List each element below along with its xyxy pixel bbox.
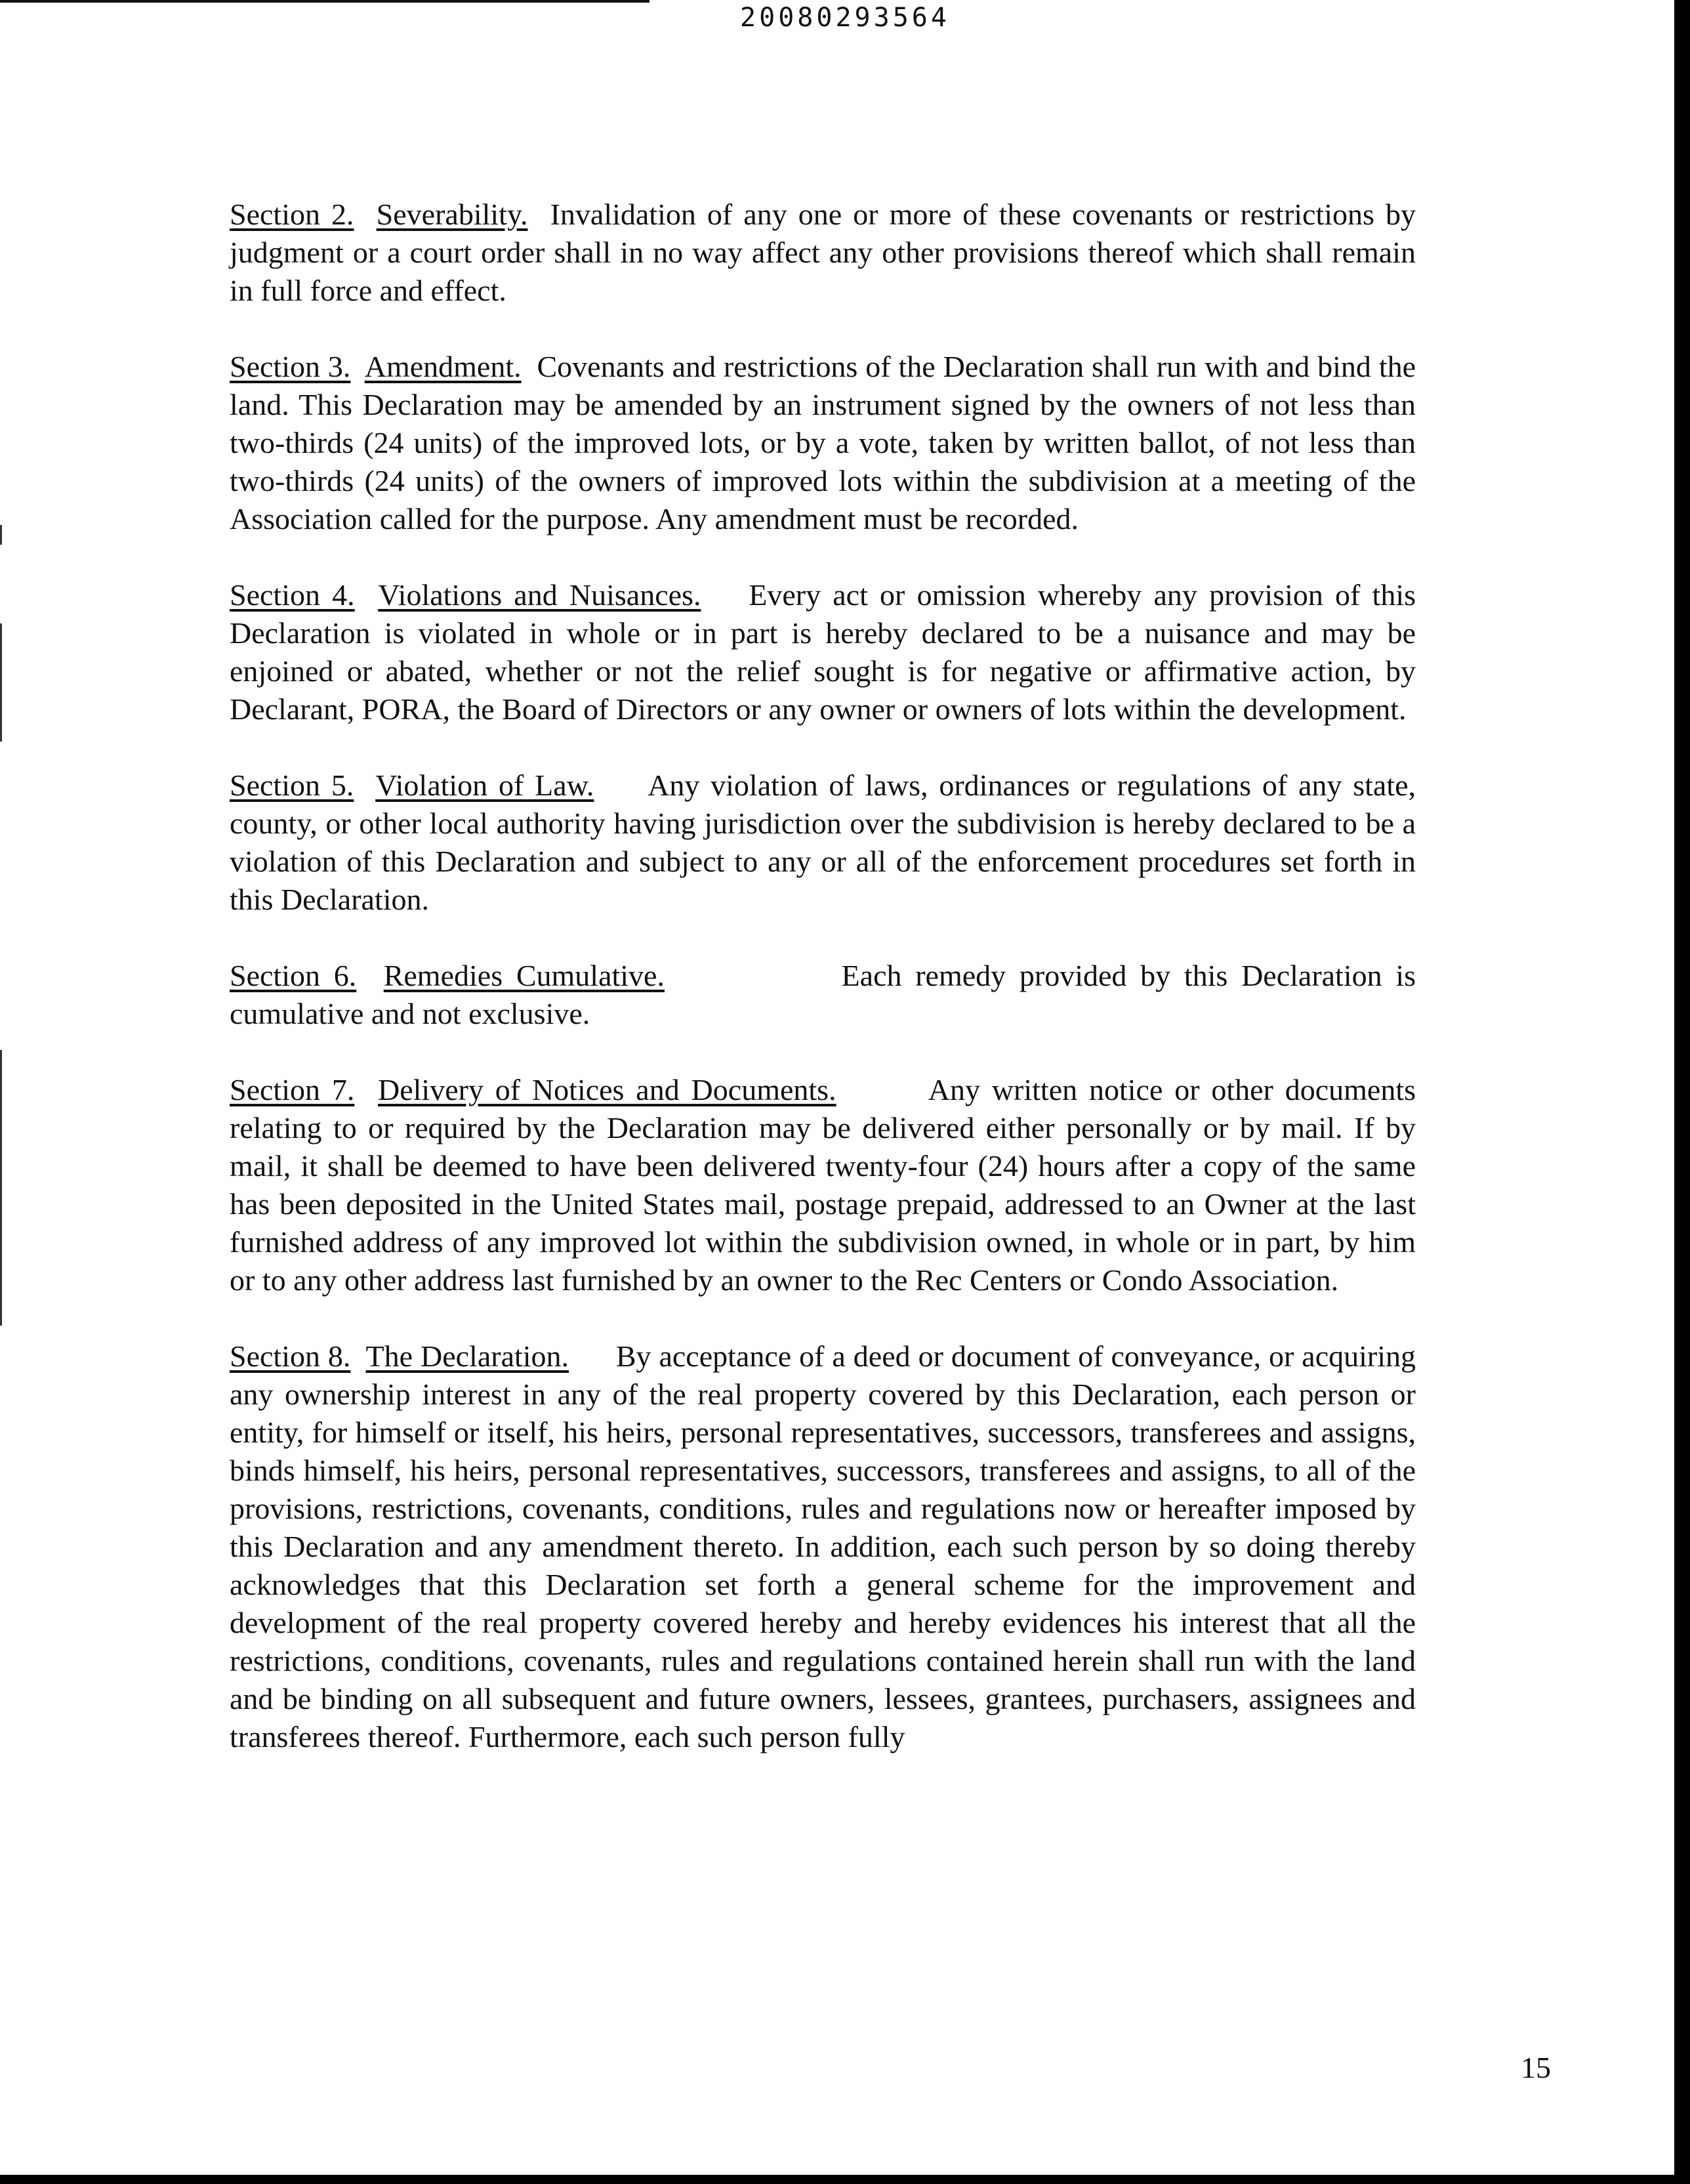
section-number: Section 6.: [230, 959, 357, 992]
section-8: [230, 1337, 1416, 1756]
scan-right-border: [1674, 0, 1690, 2184]
section-number: Section 4.: [230, 578, 355, 612]
section-number: Section 8.: [230, 1339, 351, 1373]
scan-edge-mark: [0, 1050, 2, 1326]
section-number: Section 7.: [230, 1073, 355, 1106]
section-title: Violations and Nuisances.: [378, 578, 701, 612]
section-number: Section 5.: [230, 768, 354, 802]
section-title: Amendment.: [364, 350, 522, 383]
section-text: Any written notice or other documents relating to or required by the Declaration may be delivered either personally or by mail. If by mail, it shall be deemed to have been delivered twenty-four (24) hours after a copy of the same has been deposited in the United States mail, postage prepaid, addressed to an Owner at the last furnished address of any improved lot within the subdivision owned, in whole or in part, by him or to any other address last furnished by an owner to the Rec Centers or Condo Association.: [230, 1073, 1416, 1297]
section-title: Remedies Cumulative.: [383, 959, 665, 992]
document-body: [230, 196, 1416, 1794]
page-number: 15: [1521, 2051, 1551, 2084]
section-title: Severability.: [376, 198, 528, 231]
section-title: The Declaration.: [365, 1339, 569, 1373]
scan-edge-mark: [0, 623, 2, 742]
section-number: Section 3.: [230, 350, 351, 383]
section-text: Any violation of laws, ordinances or regulations of any state, county, or other local authority having jurisdiction over the subdivision is hereby declared to be a violation of this Declaration and subject to any or all of the enforcement procedures set forth in this Declaration.: [230, 768, 1416, 916]
section-number: Section 2.: [230, 198, 354, 231]
section-5: [230, 766, 1416, 919]
section-text: By acceptance of a deed or document of conveyance, or acquiring any ownership interest in any of the real property covered by this Declaration, each person or entity, for himself or itself, his heirs, personal representatives, successors, transferees and assigns, binds himself, his heirs, personal representatives, successors, transferees and assigns, to all of the provisions, restrictions, covenants, conditions, rules and regulations now or hereafter imposed by this Declaration and any amendment thereto. In addition, each such person by so doing thereby acknowledges that this Declaration set forth a general scheme for the improvement and development of the real property covered hereby and hereby evidences his interest that all the restrictions, conditions, covenants, rules and regulations contained herein shall run with the land and be binding on all subsequent and future owners, lessees, grantees, purchasers, assignees and transferees thereof. Furthermore, each such person fully: [230, 1339, 1416, 1754]
section-6: [230, 957, 1416, 1033]
section-title: Violation of Law.: [375, 768, 594, 802]
section-title: Delivery of Notices and Documents.: [378, 1073, 836, 1106]
section-text: Invalidation of any one or more of these covenants or restrictions by judgment or a court order shall in no way affect any other provisions thereof which shall remain in full force and effect.: [230, 198, 1416, 307]
document-number: 20080293564: [740, 3, 950, 33]
section-3: [230, 348, 1416, 538]
section-text: Each remedy provided by this Declaration is cumulative and not exclusive.: [230, 959, 1416, 1030]
scan-bottom-border: [0, 2175, 1690, 2184]
section-text: Covenants and restrictions of the Declaration shall run with and bind the land. This Declaration may be amended by an instrument signed by the owners of not less than two-thirds (24 units) of the improved lots, or by a vote, taken by written ballot, of not less than two-thirds (24 units) of the owners of improved lots within the subdivision at a meeting of the Association called for the purpose. Any amendment must be recorded.: [230, 350, 1416, 536]
section-text: Every act or omission whereby any provision of this Declaration is violated in whole or in part is hereby declared to be a nuisance and may be enjoined or abated, whether or not the relief sought is for negative or affirmative action, by Declarant, PORA, the Board of Directors or any owner or owners of lots within the development.: [230, 578, 1416, 726]
scan-edge-mark: [0, 525, 2, 545]
section-2: [230, 196, 1416, 310]
section-7: [230, 1071, 1416, 1299]
section-4: [230, 576, 1416, 728]
